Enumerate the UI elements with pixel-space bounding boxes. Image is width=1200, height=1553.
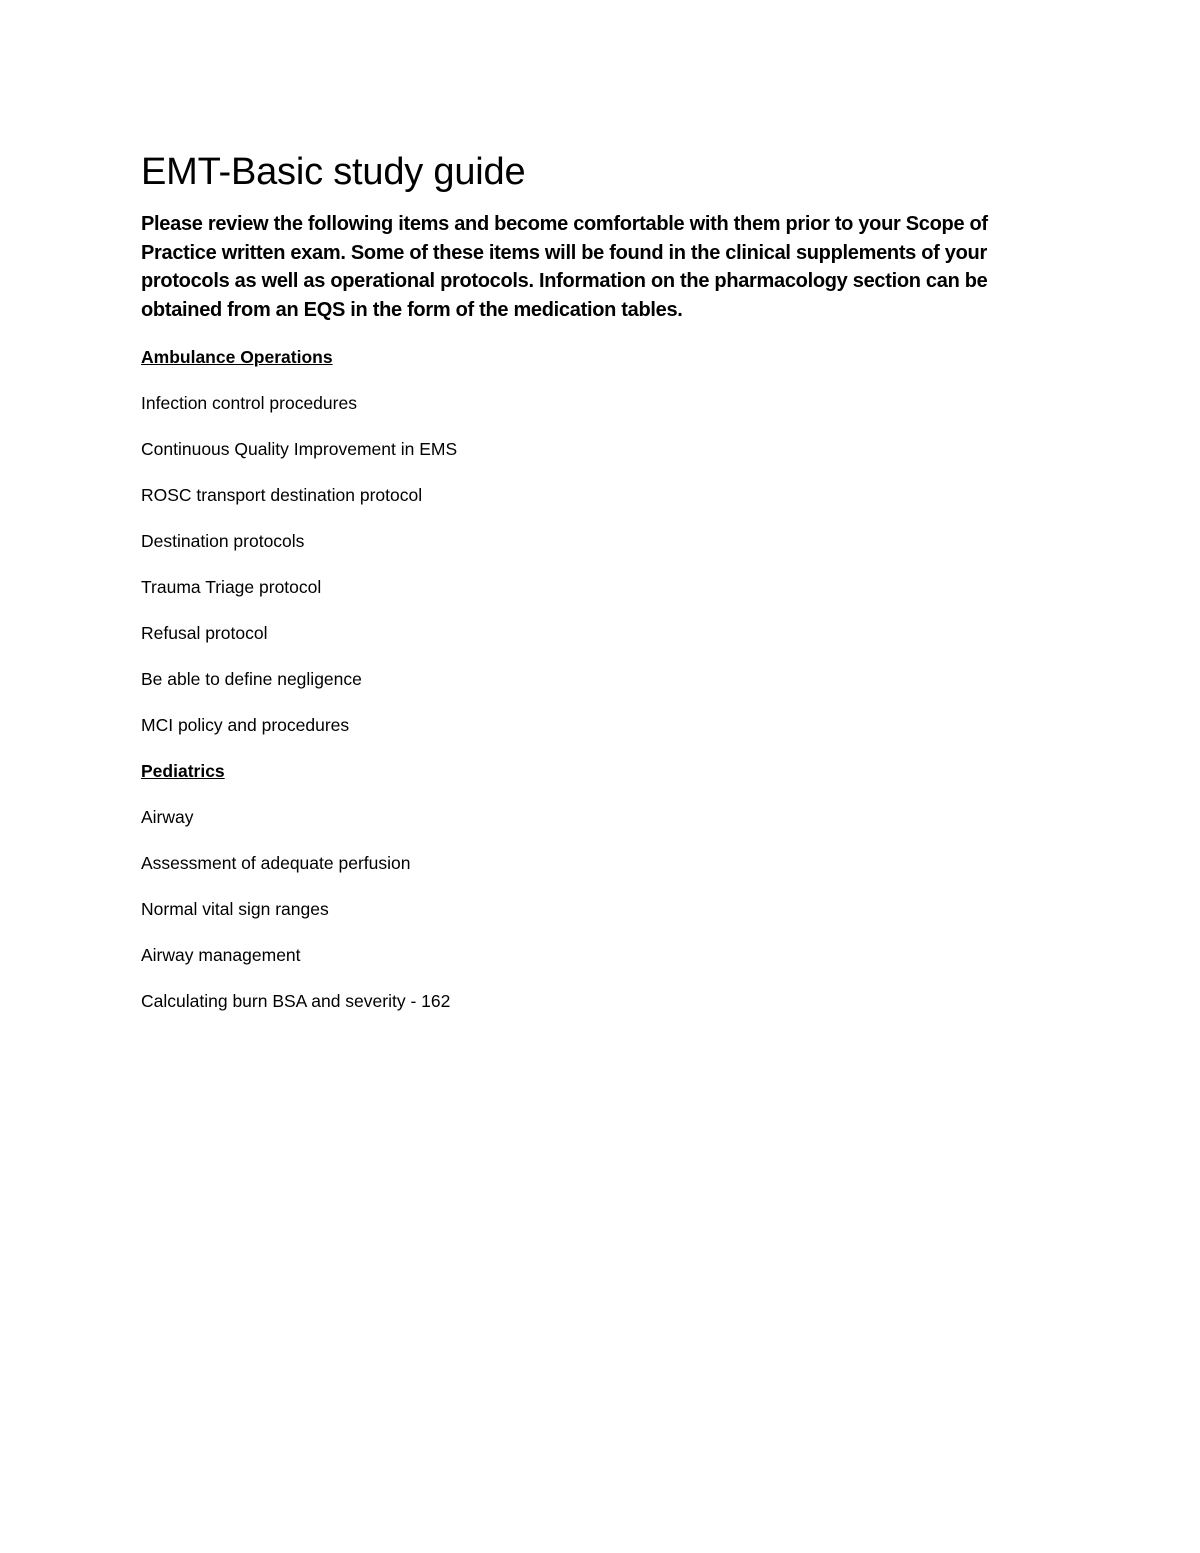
section-heading: Ambulance Operations [141, 347, 333, 368]
list-item: Infection control procedures [141, 393, 357, 414]
topic-list [141, 803, 1041, 1015]
list-item: Airway management [141, 945, 301, 966]
list-item: Normal vital sign ranges [141, 899, 329, 920]
section-pediatrics [141, 757, 1041, 1015]
section-ambulance-operations [141, 343, 1041, 739]
list-item: Trauma Triage protocol [141, 577, 322, 598]
list-item: ROSC transport destination protocol [141, 485, 423, 506]
list-item: Continuous Quality Improvement in EMS [141, 439, 458, 460]
list-item: Refusal protocol [141, 623, 268, 644]
list-item: Airway [141, 807, 194, 828]
intro-paragraph: Please review the following items and become comfortable with them prior to your Scope of Practice written exam. Some of these items will be found in the clinical supplements of your protocols as well as operational protocols. Information on the pharmacology section can be obtained from an EQS in the form of the medication tables. [141, 213, 988, 321]
document-title: EMT-Basic study guide [141, 151, 526, 193]
list-item: Destination protocols [141, 531, 305, 552]
list-item: Assessment of adequate perfusion [141, 853, 411, 874]
section-heading: Pediatrics [141, 761, 225, 782]
topic-list [141, 389, 1041, 739]
list-item: MCI policy and procedures [141, 715, 350, 736]
document-page [141, 148, 1041, 1033]
list-item: Calculating burn BSA and severity - 162 [141, 991, 451, 1012]
list-item: Be able to define negligence [141, 669, 362, 690]
